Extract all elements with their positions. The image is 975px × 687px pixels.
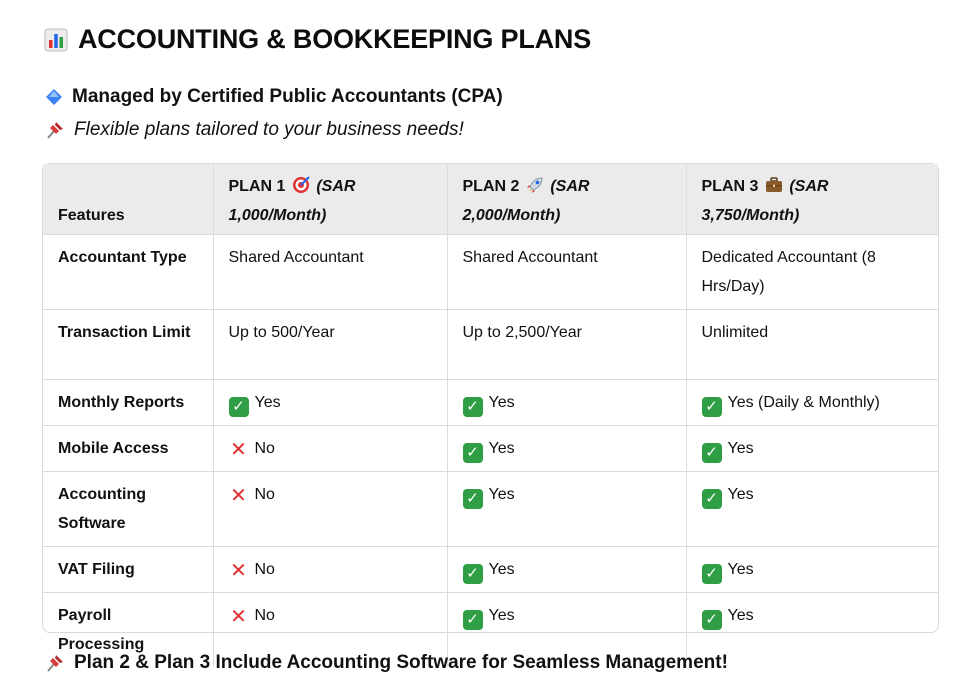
bar-chart-icon	[44, 28, 68, 52]
header-plan-1	[213, 164, 447, 235]
check-mark-icon: ✓	[463, 397, 483, 417]
check-mark-icon: ✓	[463, 443, 483, 463]
plan-3-name: PLAN 3	[701, 178, 759, 195]
plan-2-cell	[447, 380, 686, 426]
cell-value: No	[254, 440, 275, 457]
plan-3-cell	[686, 547, 938, 593]
table-header-row	[43, 164, 938, 235]
cross-mark-icon: ✕	[230, 485, 247, 507]
feature-cell: Mobile Access	[43, 426, 213, 472]
feature-cell: Payroll Processing	[43, 593, 213, 668]
plan-3-cell: Dedicated Accountant (8 Hrs/Day)	[686, 235, 938, 310]
footer-note	[44, 652, 728, 674]
pushpin-icon	[44, 119, 66, 141]
table-row	[43, 380, 938, 426]
table-row	[43, 547, 938, 593]
plan-2-cell: Shared Accountant	[447, 235, 686, 310]
cell-value: No	[254, 561, 275, 578]
plans-table	[42, 163, 939, 653]
cell-value: Yes	[727, 440, 754, 457]
feature-cell: Monthly Reports	[43, 380, 213, 426]
table-row	[43, 426, 938, 472]
table-row	[43, 472, 938, 547]
managed-text: Managed by Certified Public Accountants (CPA)	[72, 86, 503, 107]
plan-2-cell	[447, 472, 686, 547]
plan-1-cell	[213, 472, 447, 547]
plan-2-cell	[447, 426, 686, 472]
header-plan-2	[447, 164, 686, 235]
cross-mark-icon: ✕	[230, 439, 247, 461]
cross-mark-icon: ✕	[230, 606, 247, 628]
feature-cell: Transaction Limit	[43, 310, 213, 380]
plan-1-price: (SAR 1,000/Month)	[228, 178, 356, 224]
check-mark-icon: ✓	[702, 564, 722, 584]
plan-2-cell: Up to 2,500/Year	[447, 310, 686, 380]
table-row	[43, 310, 938, 380]
check-mark-icon: ✓	[702, 610, 722, 630]
cell-value: Yes	[488, 561, 515, 578]
plan-1-cell	[213, 547, 447, 593]
check-mark-icon: ✓	[463, 489, 483, 509]
cell-value: Yes	[488, 607, 515, 624]
page-title	[44, 24, 591, 55]
table-row	[43, 235, 938, 310]
header-plan-3	[686, 164, 938, 235]
cell-value: Yes (Daily & Monthly)	[727, 394, 880, 411]
cell-value: Yes	[488, 486, 515, 503]
feature-cell: VAT Filing	[43, 547, 213, 593]
cell-value: Yes	[488, 440, 515, 457]
cell-value: Yes	[727, 607, 754, 624]
plan-3-price: (SAR 3,750/Month)	[701, 178, 829, 224]
target-icon	[292, 176, 310, 194]
cell-value: Yes	[254, 394, 281, 411]
cross-mark-icon: ✕	[230, 560, 247, 582]
cell-value: Yes	[727, 486, 754, 503]
check-mark-icon: ✓	[702, 489, 722, 509]
flexible-line	[44, 119, 464, 141]
cell-value: No	[254, 607, 275, 624]
blue-diamond-icon	[44, 87, 64, 107]
header-features: Features	[43, 164, 213, 235]
plan-3-cell	[686, 426, 938, 472]
flexible-text: Flexible plans tailored to your business needs!	[74, 119, 464, 140]
managed-line	[44, 86, 503, 108]
check-mark-icon: ✓	[702, 443, 722, 463]
check-mark-icon: ✓	[463, 610, 483, 630]
plan-2-cell	[447, 547, 686, 593]
cell-value: Yes	[488, 394, 515, 411]
plan-1-cell: Up to 500/Year	[213, 310, 447, 380]
plan-1-cell: Shared Accountant	[213, 235, 447, 310]
plan-1-cell	[213, 380, 447, 426]
plan-3-cell: Unlimited	[686, 310, 938, 380]
plan-1-name: PLAN 1	[228, 178, 286, 195]
footer-note-text: Plan 2 & Plan 3 Include Accounting Software for Seamless Management!	[74, 652, 728, 673]
plan-3-cell	[686, 380, 938, 426]
rocket-icon	[526, 176, 544, 194]
plan-2-name: PLAN 2	[462, 178, 520, 195]
check-mark-icon: ✓	[702, 397, 722, 417]
cell-value: Yes	[727, 561, 754, 578]
briefcase-icon	[765, 176, 783, 194]
check-mark-icon: ✓	[463, 564, 483, 584]
plan-3-cell	[686, 472, 938, 547]
feature-cell: Accounting Software	[43, 472, 213, 547]
pushpin-icon	[44, 652, 66, 674]
page-title-text: ACCOUNTING & BOOKKEEPING PLANS	[78, 24, 592, 54]
feature-cell: Accountant Type	[43, 235, 213, 310]
plan-2-price: (SAR 2,000/Month)	[462, 178, 590, 224]
plan-1-cell	[213, 426, 447, 472]
check-mark-icon: ✓	[229, 397, 249, 417]
cell-value: No	[254, 486, 275, 503]
